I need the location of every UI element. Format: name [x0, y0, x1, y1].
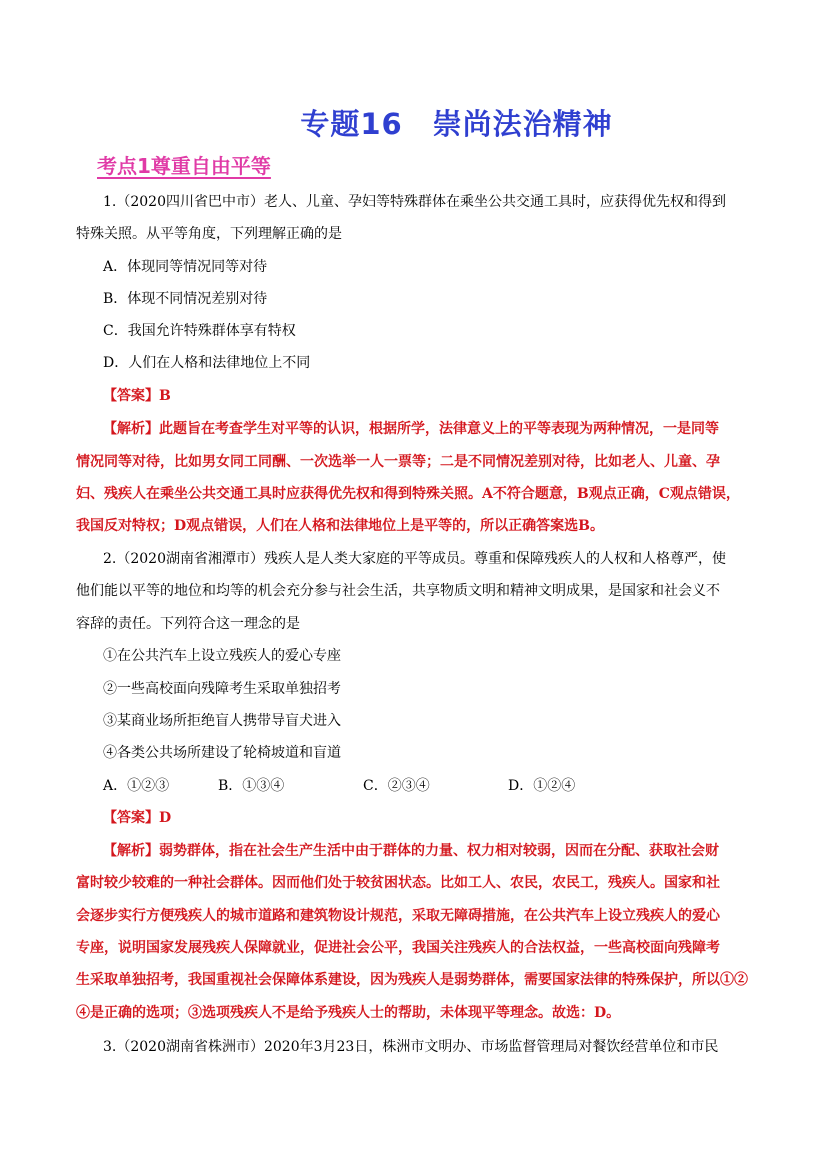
- q2-item-4: ④各类公共场所建设了轮椅坡道和盲道: [103, 745, 341, 761]
- q2-item-3: ③某商业场所拒绝盲人携带导盲犬进入: [103, 713, 341, 729]
- q1-analysis-line: 情况同等对待，比如男女同工同酬、一次选举一人一票等；二是不同情况差别对待，比如老人、儿童、孕: [76, 454, 720, 470]
- q1-analysis-line: 我国反对特权；D观点错误，人们在人格和法律地位上是平等的，所以正确答案选B。: [76, 518, 604, 534]
- q2-stem-line: 他们能以平等的地位和均等的机会充分参与社会生活，共享物质文明和精神文明成果，是国家和社会义不: [76, 583, 720, 599]
- q1-option-d: D．人们在人格和法律地位上不同: [103, 355, 311, 371]
- q2-options-row: [103, 776, 575, 796]
- q2-analysis-line: ④是正确的选项；③选项残疾人不是给予残疾人士的帮助，未体现平等理念。故选：D。: [76, 1005, 621, 1021]
- q1-stem-line1: 1.（2020四川省巴中市）老人、儿童、孕妇等特殊群体在乘坐公共交通工具时，应获得优先权和得到: [103, 194, 726, 210]
- q1-option-c: C．我国允许特殊群体享有特权: [103, 323, 296, 339]
- q2-analysis-line: 生采取单独招考，我国重视社会保障体系建设，因为残疾人是弱势群体，需要国家法律的特殊保护，所以①②: [76, 972, 748, 988]
- q2-analysis-line: 【解析】弱势群体，指在社会生产生活中由于群体的力量、权力相对较弱，因而在分配、获取社会财: [103, 843, 719, 859]
- q2-stem-line: 2.（2020湖南省湘潭市）残疾人是人类大家庭的平等成员。尊重和保障残疾人的人权和人格尊严，使: [103, 551, 726, 567]
- q1-option-a: A．体现同等情况同等对待: [103, 259, 268, 275]
- page-title: 专题16 崇尚法治精神: [300, 107, 613, 141]
- section-heading: 考点1尊重自由平等: [97, 154, 271, 178]
- q3-stem-line1: 3.（2020湖南省株洲市）2020年3月23日，株洲市文明办、市场监督管理局对餐饮经营单位和市民: [103, 1039, 719, 1055]
- q1-analysis-line: 妇、残疾人在乘坐公共交通工具时应获得优先权和得到特殊关照。A不符合题意，B观点正确，C观点错误，: [76, 486, 740, 502]
- q1-answer: 【答案】B: [103, 388, 171, 404]
- q1-analysis-line: 【解析】此题旨在考查学生对平等的认识，根据所学，法律意义上的平等表现为两种情况，一是同等: [103, 421, 719, 437]
- q1-stem-line2: 特殊关照。从平等角度，下列理解正确的是: [76, 226, 342, 242]
- q1-option-b: B．体现不同情况差别对待: [103, 291, 268, 307]
- q2-option-c: C．②③④: [363, 778, 430, 794]
- q2-option-a: A．①②③: [103, 778, 170, 794]
- q2-option-b: B．①③④: [218, 778, 285, 794]
- q2-stem-line: 容辞的责任。下列符合这一理念的是: [76, 616, 300, 632]
- q2-answer: 【答案】D: [103, 810, 172, 826]
- q2-analysis-line: 专座，说明国家发展残疾人保障就业，促进社会公平，我国关注残疾人的合法权益，一些高校面向残障考: [76, 940, 720, 956]
- q2-option-d: D．①②④: [508, 778, 576, 794]
- q2-analysis-line: 会逐步实行方便残疾人的城市道路和建筑物设计规范，采取无障碍措施，在公共汽车上设立残疾人的爱心: [76, 908, 720, 924]
- q2-item-1: ①在公共汽车上设立残疾人的爱心专座: [103, 648, 341, 664]
- q2-analysis-line: 富时较少较难的一种社会群体。因而他们处于较贫困状态。比如工人、农民，农民工，残疾人。国家和社: [76, 875, 720, 891]
- q2-item-2: ②一些高校面向残障考生采取单独招考: [103, 681, 341, 697]
